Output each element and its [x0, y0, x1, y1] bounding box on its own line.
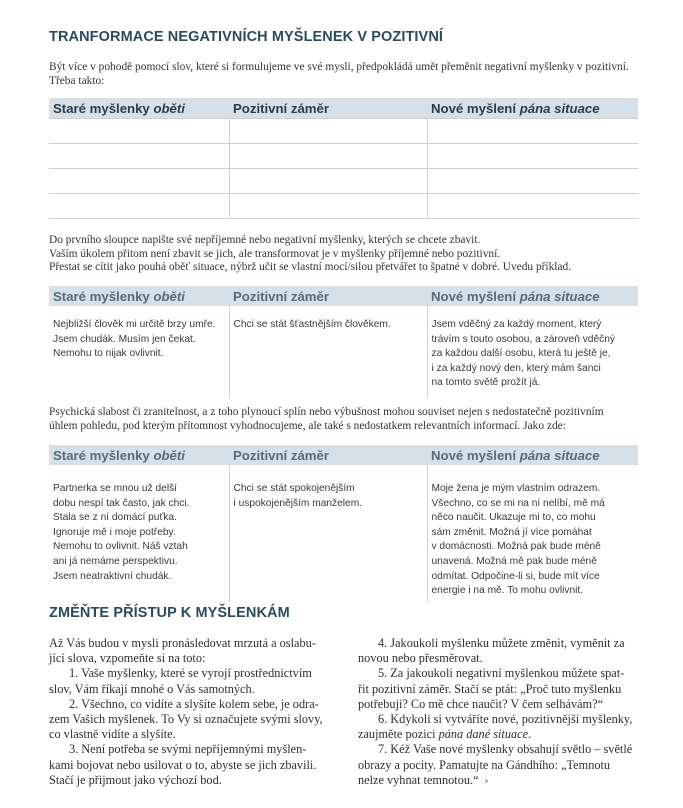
- positive-intent-cell: [229, 306, 427, 398]
- header-new-thinking: Nové myšlení pána situace: [427, 98, 638, 119]
- header-new-thinking: Nové myšlení pána situace: [427, 286, 638, 306]
- text-segment: .: [528, 727, 532, 742]
- table-header-row: [49, 98, 638, 119]
- instructions-line-1: Do prvního sloupce napište své nepříjemné nebo negativní myšlenky, kterých se chcete zbavit.: [49, 234, 481, 246]
- text-line: co vlastně vidíte a slyšíte.: [49, 727, 176, 742]
- table-row: [49, 144, 638, 169]
- text-line: jící slova, vzpomeňte si na toto:: [49, 651, 206, 666]
- text-line: zem Vašich myšlenek. To Vy si označujete svými slovy,: [49, 712, 323, 727]
- header-old-thoughts: Staré myšlenky oběti: [49, 98, 229, 119]
- empty-cell[interactable]: [229, 119, 427, 144]
- cell-line: Nemohu to nijak ovlivnit.: [53, 348, 164, 360]
- cell-line: na tomto světě prožít já.: [431, 377, 541, 389]
- text-line: Až Vás budou v mysli pronásledovat mrzutá a oslabu-: [49, 636, 316, 650]
- table-row: [49, 306, 638, 398]
- table-row: [49, 465, 638, 602]
- cell-line: Všechno, co se mi na ní nelíbí, mě má: [431, 497, 605, 509]
- cell-line: Stala se z ní domácí puťka.: [53, 512, 177, 524]
- left-column-text: [49, 636, 323, 788]
- cell-line: sám změnit. Možná jí více pomáhat: [431, 526, 592, 538]
- middle-line-2: úhlem pohledu, pod kterým přítomnost vyhodnocujeme, ale také s nedostatkem relevantních informací. Jako zde:: [49, 419, 566, 432]
- text-line: 1. Vaše myšlenky, které se vyrojí prostřednictvím: [69, 666, 312, 681]
- old-thought-cell: [49, 465, 229, 602]
- table-header-row: [49, 286, 638, 306]
- example-table-1: [49, 286, 638, 398]
- page-title: TRANFORMACE NEGATIVNÍCH MYŠLENEK V POZITIVNÍ: [49, 29, 444, 45]
- cell-line: ani já nemáme perspektivu.: [53, 555, 178, 567]
- header-positive-intent: Pozitivní záměr: [229, 286, 427, 306]
- header-positive-intent: Pozitivní záměr: [229, 445, 427, 465]
- example-table-2: [49, 445, 638, 602]
- cell-line: trávím s touto osobou, a zároveň vděčný: [431, 333, 615, 345]
- header-old-thoughts: Staré myšlenky oběti: [49, 445, 229, 465]
- empty-cell[interactable]: [49, 194, 229, 219]
- text-segment: zaujměte pozici: [358, 727, 439, 742]
- cell-line: unavená. Možná mě pak bude méně: [431, 555, 597, 567]
- text-line: Stačí je přijmout jako výchozí bod.: [49, 772, 222, 787]
- table-row: [49, 169, 638, 194]
- cell-line: Nejbližší člověk mi určitě brzy umře.: [53, 319, 216, 330]
- empty-cell[interactable]: [427, 144, 638, 169]
- cell-line: Ignoruje mě i moje potřeby.: [53, 526, 176, 538]
- right-column-text: [358, 636, 632, 789]
- cell-line: Chci se stát šťastnějším člověkem.: [233, 319, 391, 330]
- empty-cell[interactable]: [427, 194, 638, 219]
- cell-line: Chci se stát spokojenějším: [233, 483, 355, 494]
- table-header-row: [49, 445, 638, 465]
- cell-line: v domácnosti. Možná pak bude méně: [431, 541, 601, 553]
- text-line: potřebuji? Co mě chce naučit? V čem selhávám?“: [358, 696, 604, 711]
- text-line: novou nebo přesměrovat.: [358, 651, 483, 666]
- empty-cell[interactable]: [229, 194, 427, 219]
- instructions-text: [49, 234, 639, 275]
- empty-cell[interactable]: [49, 119, 229, 144]
- cell-line: Moje žena je mým vlastním odrazem.: [431, 483, 601, 494]
- empty-cell[interactable]: [427, 119, 638, 144]
- cell-line: energie i na mě. To mohu ovlivnit.: [431, 585, 584, 597]
- cell-line: dobu nespí tak často, jak chci.: [53, 497, 190, 509]
- positive-intent-cell: [229, 465, 427, 602]
- header-new-thinking: Nové myšlení pána situace: [427, 445, 638, 465]
- old-thought-cell: [49, 306, 229, 398]
- cell-line: Jsem chudák. Musím jen čekat.: [53, 333, 196, 345]
- cell-line: Jsem neatraktivní chudák.: [53, 570, 172, 582]
- cell-line: i za každý nový den, který mám šanci: [431, 362, 601, 374]
- cell-line: za každou další osobu, která tu ještě je,: [431, 348, 611, 360]
- empty-cell[interactable]: [49, 144, 229, 169]
- italic-segment: pána dané situace: [438, 727, 529, 742]
- cell-line: i uspokojenějším manželem.: [233, 497, 363, 509]
- new-thinking-cell: [427, 465, 638, 602]
- header-positive-intent: Pozitivní záměr: [229, 98, 427, 119]
- cell-line: Nemohu to ovlivnit. Náš vztah: [53, 541, 188, 553]
- text-line: [358, 773, 632, 789]
- cell-line: něco naučit. Ukazuje mi to, co mohu: [431, 512, 596, 524]
- text-line: 4. Jakoukoli myšlenku můžete změnit, vyměnit za: [378, 636, 625, 650]
- empty-cell[interactable]: [49, 169, 229, 194]
- middle-text: [49, 406, 639, 433]
- text-line: kami bojovat nebo usilovat o to, abyste se jich zbavili.: [49, 757, 317, 772]
- section-title: ZMĚŇTE PŘÍSTUP K MYŠLENKÁM: [49, 605, 290, 621]
- text-line: řit pozitivní záměr. Stačí se ptát: „Proč tuto myšlenku: [358, 681, 622, 696]
- chevron-right-icon: ›: [484, 775, 489, 787]
- text-line: obrazy a pocity. Pamatujte na Gándhího: „Temnotu: [358, 757, 611, 772]
- text-line: 5. Za jakoukoli negativní myšlenkou můžete spat-: [378, 666, 625, 681]
- text-line: 2. Všechno, co vidíte a slyšíte kolem sebe, je odra-: [69, 696, 319, 711]
- cell-line: Partnerka se mnou už delší: [53, 483, 178, 494]
- new-thinking-cell: [427, 306, 638, 398]
- table-row: [49, 194, 638, 219]
- text-segment: nelze vyhnat temnotou.“: [358, 772, 479, 787]
- text-line: 6. Kdykoli si vytváříte nové, pozitivnější myšlenky,: [378, 712, 633, 727]
- intro-line-1: Být více v pohodě pomocí slov, které si formulujeme ve své mysli, předpokládá umět přeměnit negativní myšlenky v pozitivní.: [49, 61, 629, 73]
- empty-cell[interactable]: [229, 144, 427, 169]
- worksheet-table: [49, 98, 638, 219]
- cell-line: Jsem vděčný za každý moment, který: [431, 319, 602, 330]
- empty-cell[interactable]: [427, 169, 638, 194]
- text-line: [358, 727, 632, 742]
- empty-cell[interactable]: [229, 169, 427, 194]
- cell-line: odmítat. Odpočine-li si, bude mít více: [431, 570, 600, 582]
- intro-line-2: Třeba takto:: [49, 74, 105, 87]
- text-line: 7. Kéž Vaše nové myšlenky obsahují světlo – světlé: [378, 742, 633, 757]
- text-line: slov, Vám říkají mnohé o Vás samotných.: [49, 681, 255, 696]
- instructions-line-2: Vaším úkolem přitom není zbavit se jich, ale transformovat je v myšlenky příjemné nebo pozitivní.: [49, 247, 501, 260]
- header-old-thoughts: Staré myšlenky oběti: [49, 286, 229, 306]
- table-row: [49, 119, 638, 144]
- middle-line-1: Psychická slabost či zranitelnost, a z toho plynoucí splín nebo výbušnost mohou souviset nejen s nedostatečně pozitivním: [49, 406, 604, 418]
- instructions-line-3: Přestat se cítit jako pouhá oběť situace, nýbrž učit se vlastní mocí/silou přetvářet to špatné v dobré. Uvedu příklad.: [49, 261, 572, 273]
- text-line: 3. Není potřeba se svými nepříjemnými myšlen-: [69, 742, 307, 757]
- intro-text: [49, 61, 639, 88]
